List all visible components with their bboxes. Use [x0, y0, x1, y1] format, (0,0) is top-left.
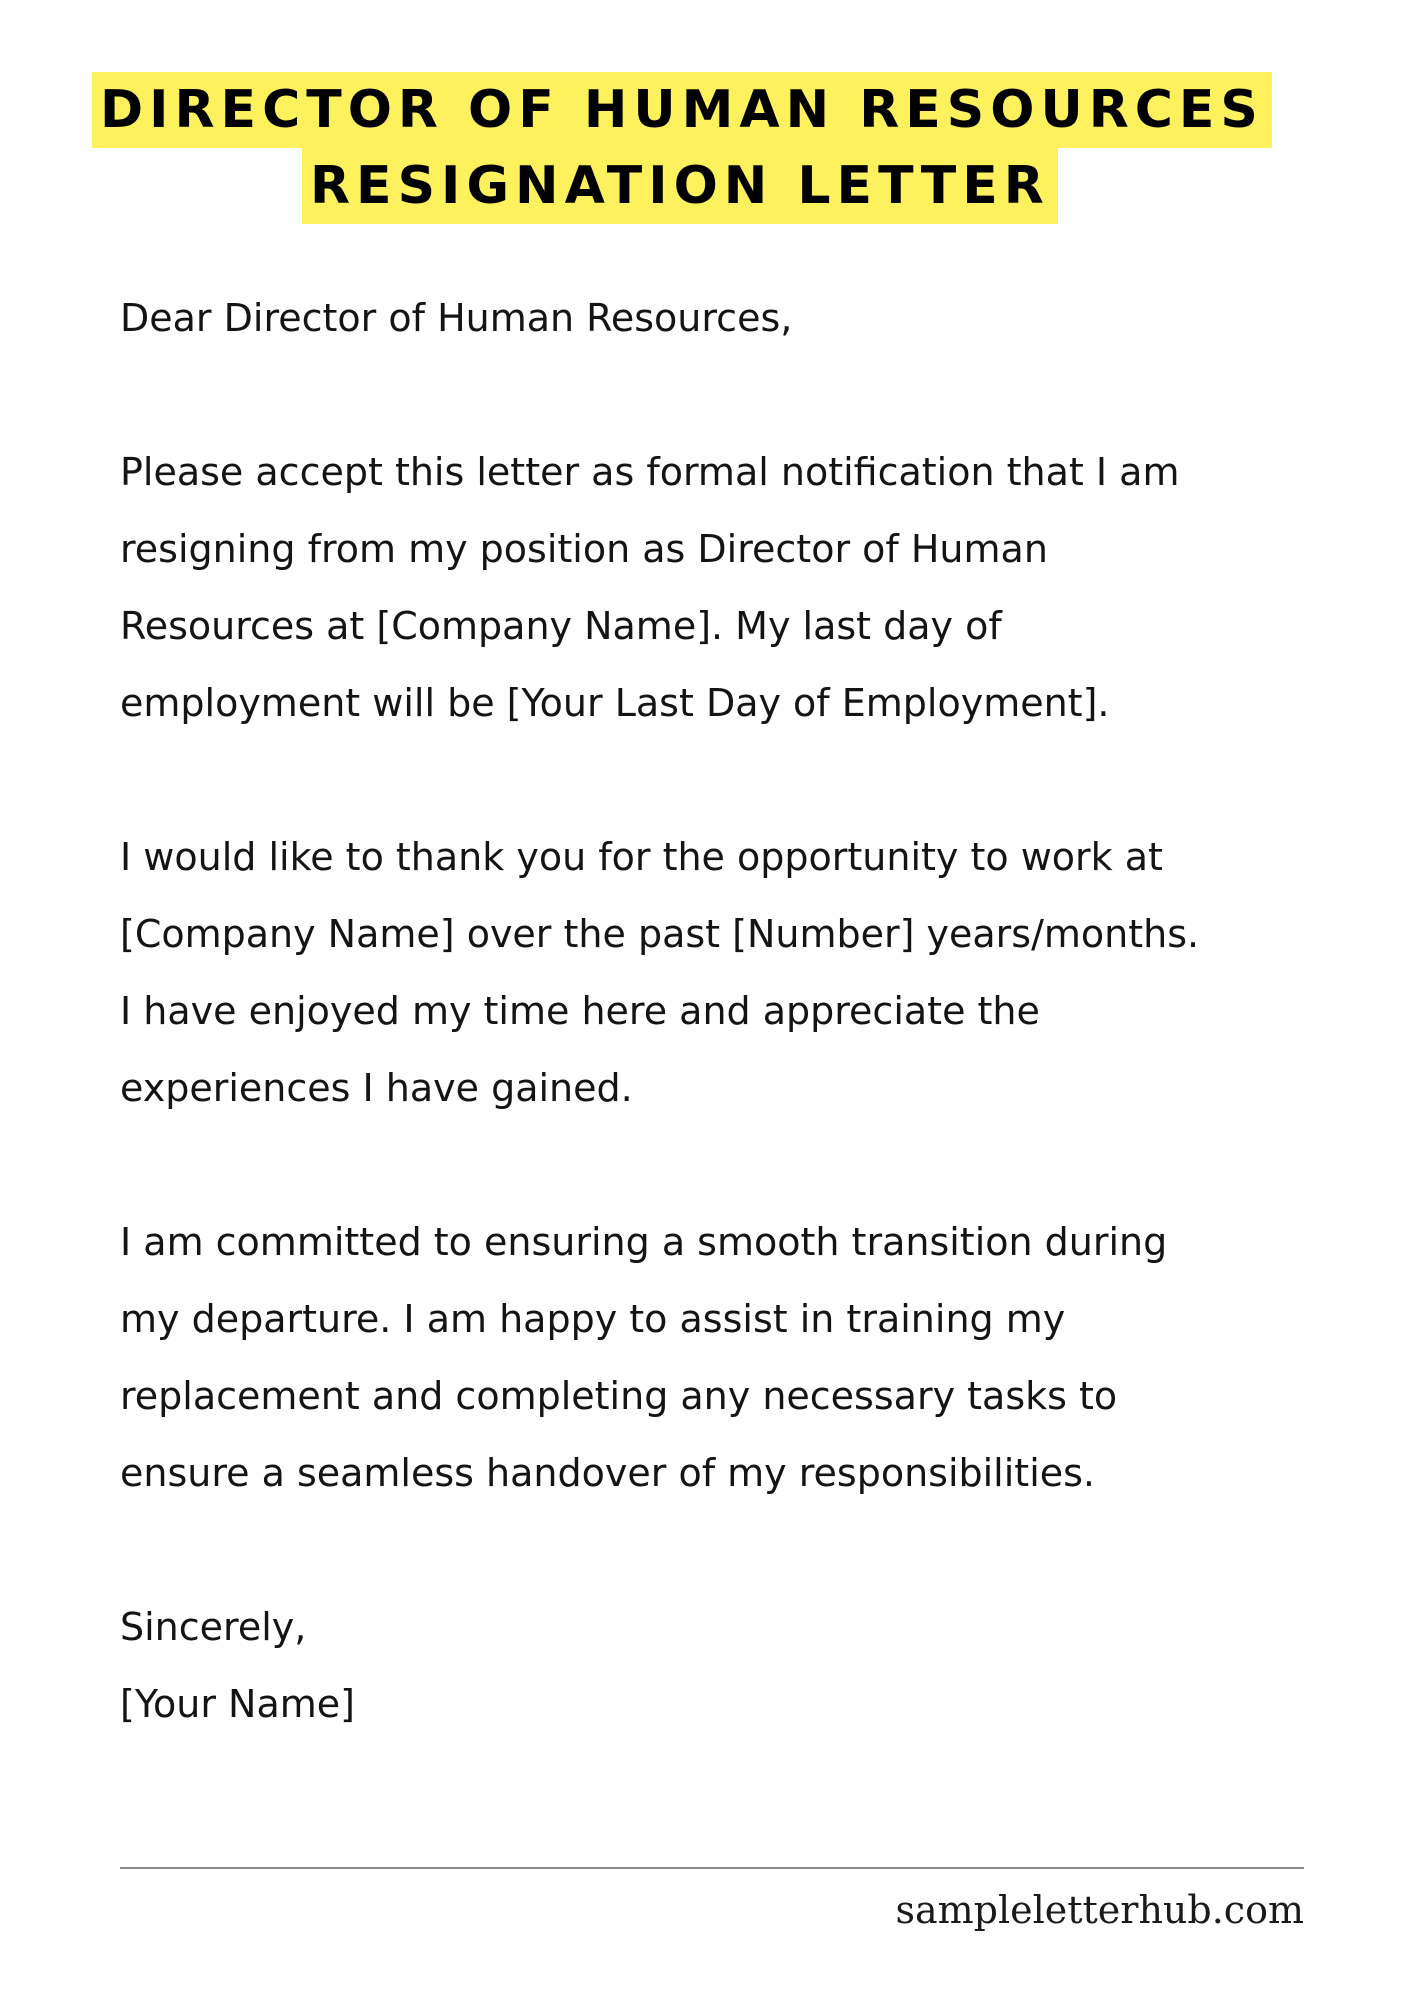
closing: Sincerely,	[120, 1605, 307, 1649]
paragraph-line: Please accept this letter as formal notification that I am	[120, 450, 1180, 494]
spacer	[120, 1512, 1340, 1589]
paragraph-1	[120, 434, 1340, 742]
signature-placeholder: [Your Name]	[120, 1682, 355, 1726]
salutation: Dear Director of Human Resources,	[120, 296, 793, 340]
title-line-1: DIRECTOR OF HUMAN RESOURCES	[92, 72, 1272, 148]
paragraph-line: employment will be [Your Last Day of Employment].	[120, 681, 1110, 725]
paragraph-line: I am committed to ensuring a smooth transition during	[120, 1220, 1168, 1264]
letter-body	[120, 280, 1340, 1743]
paragraph-line: I have enjoyed my time here and appreciate the	[120, 989, 1040, 1033]
spacer	[120, 357, 1340, 434]
title-line-2: RESIGNATION LETTER	[302, 148, 1058, 224]
paragraph-line: Resources at [Company Name]. My last day of	[120, 604, 1002, 648]
footer-site-name: sampleletterhub.com	[895, 1888, 1304, 1932]
paragraph-3	[120, 1204, 1340, 1512]
paragraph-line: ensure a seamless handover of my responsibilities.	[120, 1451, 1096, 1495]
paragraph-2	[120, 819, 1340, 1127]
paragraph-line: resigning from my position as Director of Human	[120, 527, 1048, 571]
paragraph-line: experiences I have gained.	[120, 1066, 633, 1110]
paragraph-line: my departure. I am happy to assist in training my	[120, 1297, 1066, 1341]
paragraph-line: replacement and completing any necessary tasks to	[120, 1374, 1118, 1418]
footer-divider	[120, 1867, 1304, 1869]
spacer	[120, 742, 1340, 819]
paragraph-line: I would like to thank you for the opportunity to work at	[120, 835, 1163, 879]
paragraph-line: [Company Name] over the past [Number] years/months.	[120, 912, 1200, 956]
spacer	[120, 1127, 1340, 1204]
